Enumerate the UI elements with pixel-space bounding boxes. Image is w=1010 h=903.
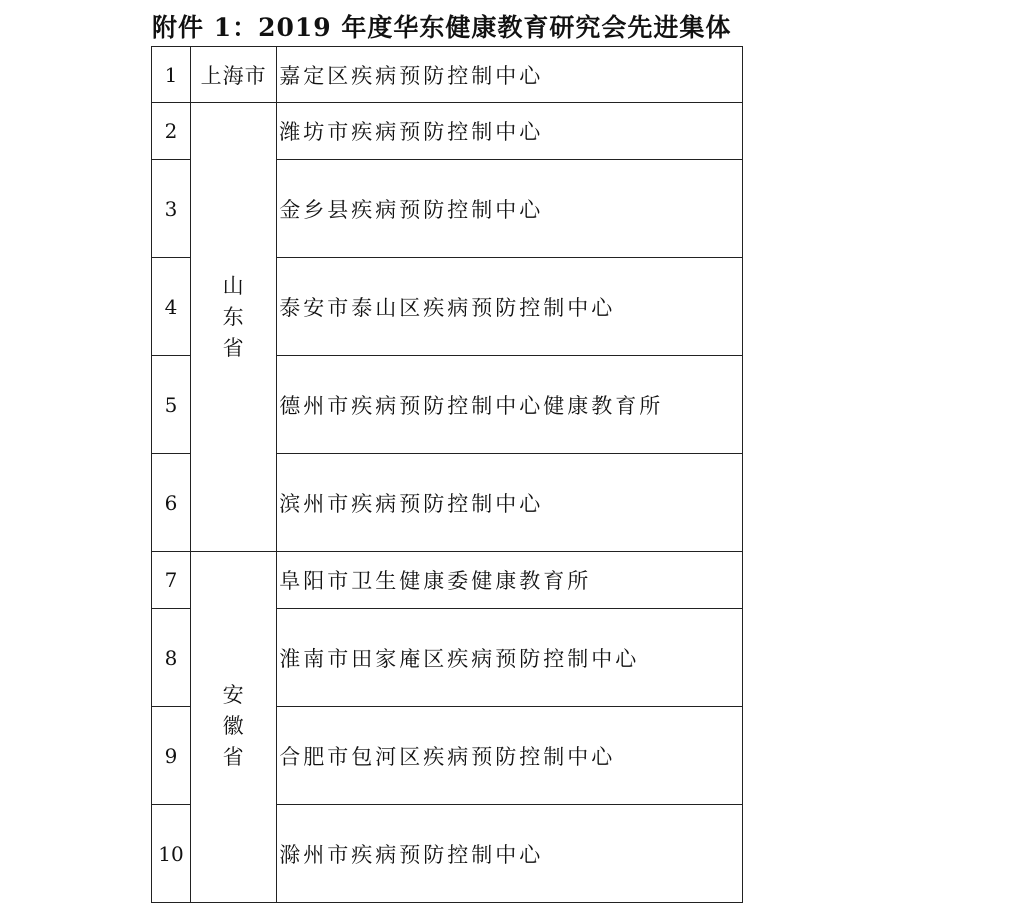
collectives-table — [151, 46, 743, 903]
organization-name: 滨州市疾病预防控制中心 — [277, 454, 743, 552]
organization-name: 潍坊市疾病预防控制中心 — [277, 103, 743, 160]
row-number: 2 — [152, 103, 191, 160]
organization-name: 泰安市泰山区疾病预防控制中心 — [277, 258, 743, 356]
table-row — [152, 103, 743, 160]
row-number: 10 — [152, 805, 191, 903]
organization-name: 阜阳市卫生健康委健康教育所 — [277, 552, 743, 609]
province-label: 安徽省 — [222, 683, 245, 769]
province-cell-anhui — [191, 552, 277, 903]
row-number: 8 — [152, 609, 191, 707]
organization-name: 金乡县疾病预防控制中心 — [277, 160, 743, 258]
province-cell-shanghai: 上海市 — [191, 47, 277, 103]
organization-name: 合肥市包河区疾病预防控制中心 — [277, 707, 743, 805]
page-title: 附件 1：2019 年度华东健康教育研究会先进集体 — [152, 13, 732, 42]
table-row — [152, 47, 743, 103]
province-cell-shandong — [191, 103, 277, 552]
organization-name: 滁州市疾病预防控制中心 — [277, 805, 743, 903]
row-number: 9 — [152, 707, 191, 805]
row-number: 6 — [152, 454, 191, 552]
row-number: 1 — [152, 47, 191, 103]
province-label: 山东省 — [222, 274, 245, 360]
organization-name: 德州市疾病预防控制中心健康教育所 — [277, 356, 743, 454]
table-row — [152, 552, 743, 609]
row-number: 3 — [152, 160, 191, 258]
row-number: 4 — [152, 258, 191, 356]
row-number: 5 — [152, 356, 191, 454]
organization-name: 淮南市田家庵区疾病预防控制中心 — [277, 609, 743, 707]
row-number: 7 — [152, 552, 191, 609]
organization-name: 嘉定区疾病预防控制中心 — [277, 47, 743, 103]
